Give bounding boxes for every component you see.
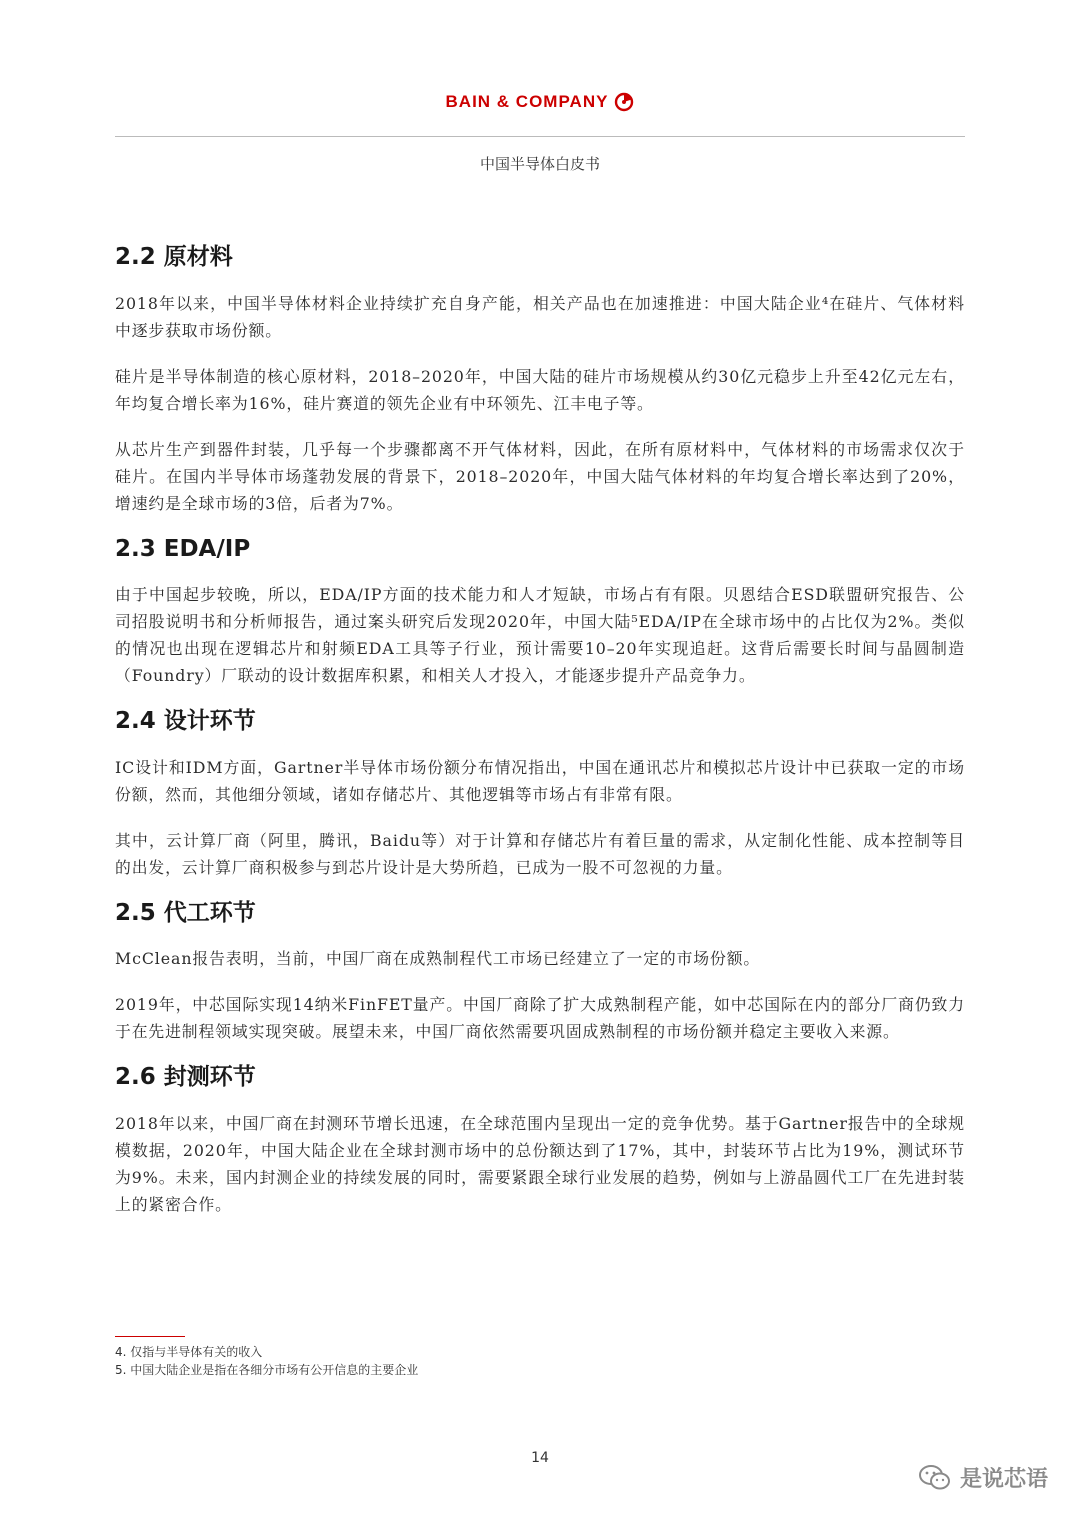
paragraph: 从芯片生产到器件封装，几乎每一个步骤都离不开气体材料，因此，在所有原材料中，气体材料的市场需求仅次于硅片。在国内半导体市场蓬勃发展的背景下，2018–2020年，中国大陆气体材料的年均复合增长率达到了20%，增速约是全球市场的3倍，后者为7%。 bbox=[115, 439, 965, 513]
watermark-text: 是说芯语 bbox=[959, 1467, 1048, 1492]
paragraph: 2019年，中芯国际实现14纳米FinFET量产。中国厂商除了扩大成熟制程产能，如中芯国际在内的部分厂商仍致力于在先进制程领域实现突破。展望未来，中国厂商依然需要巩固成熟制程的市场份额并稳定主要收入来源。 bbox=[115, 995, 965, 1042]
wechat-icon bbox=[918, 1463, 952, 1493]
page-header bbox=[0, 92, 1080, 112]
brand-name: BAIN & COMPANY bbox=[445, 92, 609, 111]
page-body bbox=[115, 238, 965, 1237]
document-title: 中国半导体白皮书 bbox=[479, 155, 600, 173]
footnotes bbox=[115, 1343, 418, 1379]
section-heading: 2.2 原材料 bbox=[115, 244, 233, 270]
section-heading: 2.4 设计环节 bbox=[115, 708, 256, 735]
bain-logo-icon bbox=[614, 92, 634, 112]
brand-logo bbox=[446, 92, 635, 112]
page-number: 14 bbox=[531, 1450, 549, 1466]
section-foundry bbox=[115, 900, 965, 1046]
section-eda-ip bbox=[115, 536, 965, 690]
header-divider bbox=[115, 136, 965, 137]
section-raw-materials bbox=[115, 244, 965, 517]
footnote-divider bbox=[115, 1336, 185, 1337]
paragraph: McClean报告表明，当前，中国厂商在成熟制程代工市场已经建立了一定的市场份额。 bbox=[115, 949, 761, 969]
paragraph: 由于中国起步较晚，所以，EDA/IP方面的技术能力和人才短缺，市场占有有限。贝恩结合ESD联盟研究报告、公司招股说明书和分析师报告，通过案头研究后发现2020年，中国大陆⁵EDA/IP在全球市场中的占比仅为2%。类似的情况也出现在逻辑芯片和射频EDA工具等子行业，预计需要10–20年实现追赶。这背后需要长时间与晶圆制造（Foundry）厂联动的设计数据库积累，和相关人才投入，才能逐步提升产品竞争力。 bbox=[115, 585, 965, 686]
watermark bbox=[918, 1462, 1048, 1493]
paragraph: 2018年以来，中国厂商在封测环节增长迅速，在全球范围内呈现出一定的竞争优势。基于Gartner报告中的全球规模数据，2020年，中国大陆企业在全球封测市场中的总份额达到了17%，其中，封装环节占比为19%，测试环节为9%。未来，国内封测企业的持续发展的同时，需要紧跟全球行业发展的趋势，例如与上游晶圆代工厂在先进封装上的紧密合作。 bbox=[115, 1113, 965, 1214]
section-packaging-testing bbox=[115, 1064, 965, 1218]
section-heading: 2.3 EDA/IP bbox=[115, 535, 251, 562]
section-design bbox=[115, 708, 965, 881]
section-heading: 2.5 代工环节 bbox=[115, 899, 256, 926]
paragraph: 硅片是半导体制造的核心原材料，2018–2020年，中国大陆的硅片市场规模从约30亿元稳步上升至42亿元左右，年均复合增长率为16%，硅片赛道的领先企业有中环领先、江丰电子等。 bbox=[115, 366, 965, 413]
footnote: 4. 仅指与半导体有关的收入 bbox=[115, 1345, 263, 1359]
paragraph: IC设计和IDM方面，Gartner半导体市场份额分布情况指出，中国在通讯芯片和模拟芯片设计中已获取一定的市场份额，然而，其他细分领域，诸如存储芯片、其他逻辑等市场占有非常有限。 bbox=[115, 757, 965, 804]
paragraph: 2018年以来，中国半导体材料企业持续扩充自身产能，相关产品也在加速推进：中国大陆企业⁴在硅片、气体材料中逐步获取市场份额。 bbox=[115, 293, 965, 340]
footnote: 5. 中国大陆企业是指在各细分市场有公开信息的主要企业 bbox=[115, 1363, 419, 1377]
section-heading: 2.6 封测环节 bbox=[115, 1064, 256, 1091]
paragraph: 其中，云计算厂商（阿里，腾讯，Baidu等）对于计算和存储芯片有着巨量的需求，从定制化性能、成本控制等目的出发，云计算厂商积极参与到芯片设计是大势所趋，已成为一股不可忽视的力量。 bbox=[115, 830, 965, 877]
